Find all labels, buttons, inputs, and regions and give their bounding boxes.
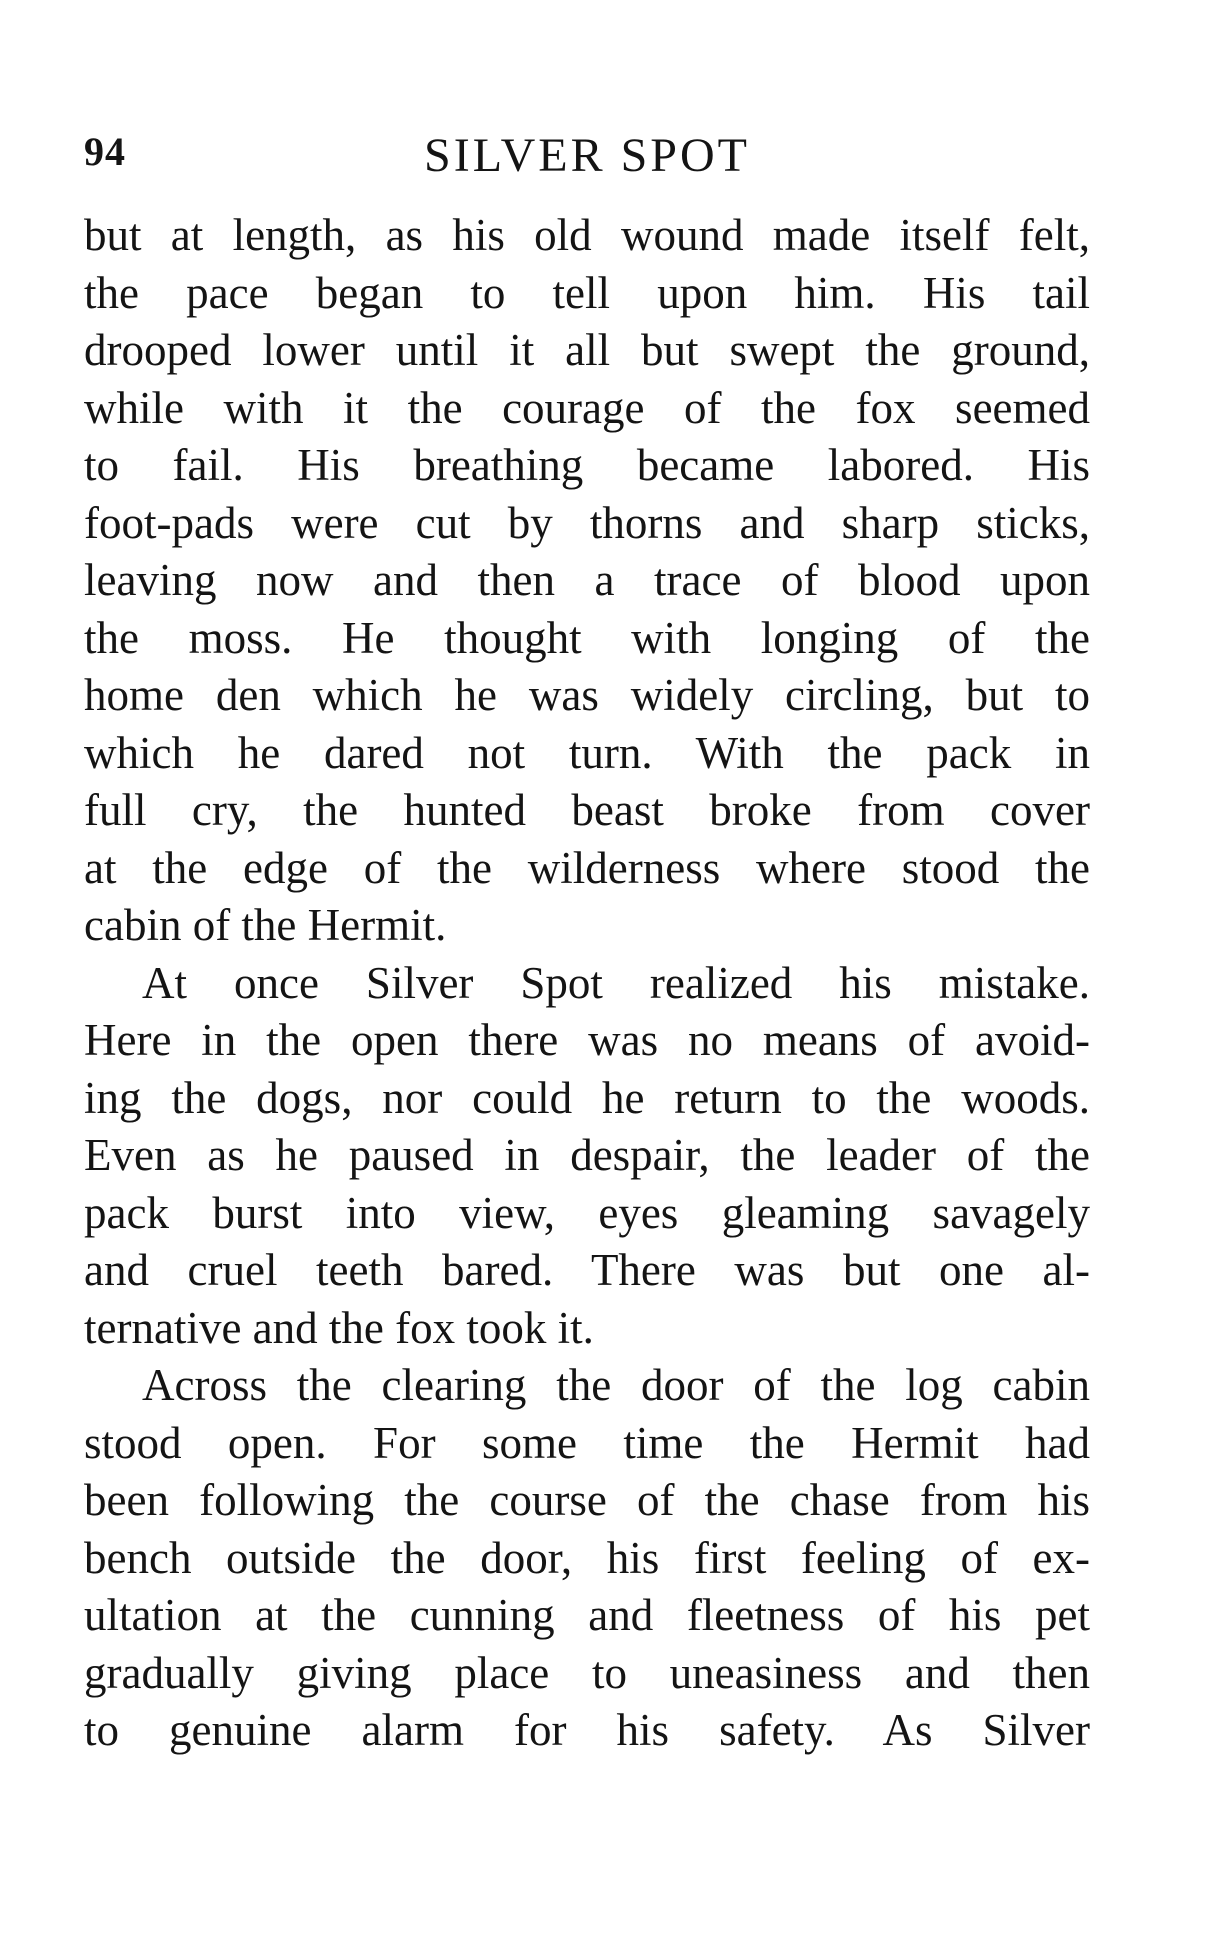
paragraph (84, 1357, 1090, 1760)
text-line: cabin of the Hermit. (84, 900, 447, 950)
text-line: leaving now and then a trace of blood upon (84, 555, 1090, 605)
text-line: At once Silver Spot realized his mistake. (142, 957, 1090, 1008)
paragraph (84, 207, 1090, 955)
text-line: home den which he was widely circling, but to (84, 670, 1090, 720)
text-line: foot-pads were cut by thorns and sharp sticks, (84, 497, 1090, 548)
running-title: SILVER SPOT (424, 129, 750, 182)
text-line: full cry, the hunted beast broke from cover (84, 785, 1090, 835)
text-line: to fail. His breathing became labored. His (84, 440, 1090, 490)
text-line: at the edge of the wilderness where stood the (84, 842, 1090, 893)
text-line: bench outside the door, his first feeling of ex- (84, 1532, 1090, 1583)
text-line: gradually giving place to uneasiness and then (84, 1647, 1090, 1698)
paragraph (84, 955, 1090, 1358)
text-line: but at length, as his old wound made itself felt, (84, 210, 1090, 260)
text-line: the pace began to tell upon him. His tail (84, 267, 1090, 318)
text-line: Here in the open there was no means of avoid- (84, 1015, 1090, 1065)
text-line: Even as he paused in despair, the leader of the (84, 1130, 1090, 1180)
text-line: been following the course of the chase from his (84, 1475, 1090, 1525)
text-line: which he dared not turn. With the pack in (84, 727, 1090, 778)
page-number: 94 (84, 129, 126, 174)
text-line: stood open. For some time the Hermit had (84, 1417, 1090, 1468)
text-line: Across the clearing the door of the log cabin (142, 1360, 1090, 1410)
running-head (84, 128, 1090, 188)
text-line: pack burst into view, eyes gleaming savagely (84, 1187, 1090, 1238)
text-line: while with it the courage of the fox seemed (84, 382, 1090, 433)
text-line: the moss. He thought with longing of the (84, 612, 1090, 663)
body-text (84, 207, 1090, 1760)
text-line: drooped lower until it all but swept the ground, (84, 325, 1090, 375)
text-line: ternative and the fox took it. (84, 1302, 594, 1353)
text-line: and cruel teeth bared. There was but one al- (84, 1245, 1090, 1295)
text-line: ing the dogs, nor could he return to the woods. (84, 1072, 1090, 1123)
text-line: to genuine alarm for his safety. As Silver (84, 1705, 1090, 1755)
text-line: ultation at the cunning and fleetness of his pet (84, 1590, 1090, 1640)
